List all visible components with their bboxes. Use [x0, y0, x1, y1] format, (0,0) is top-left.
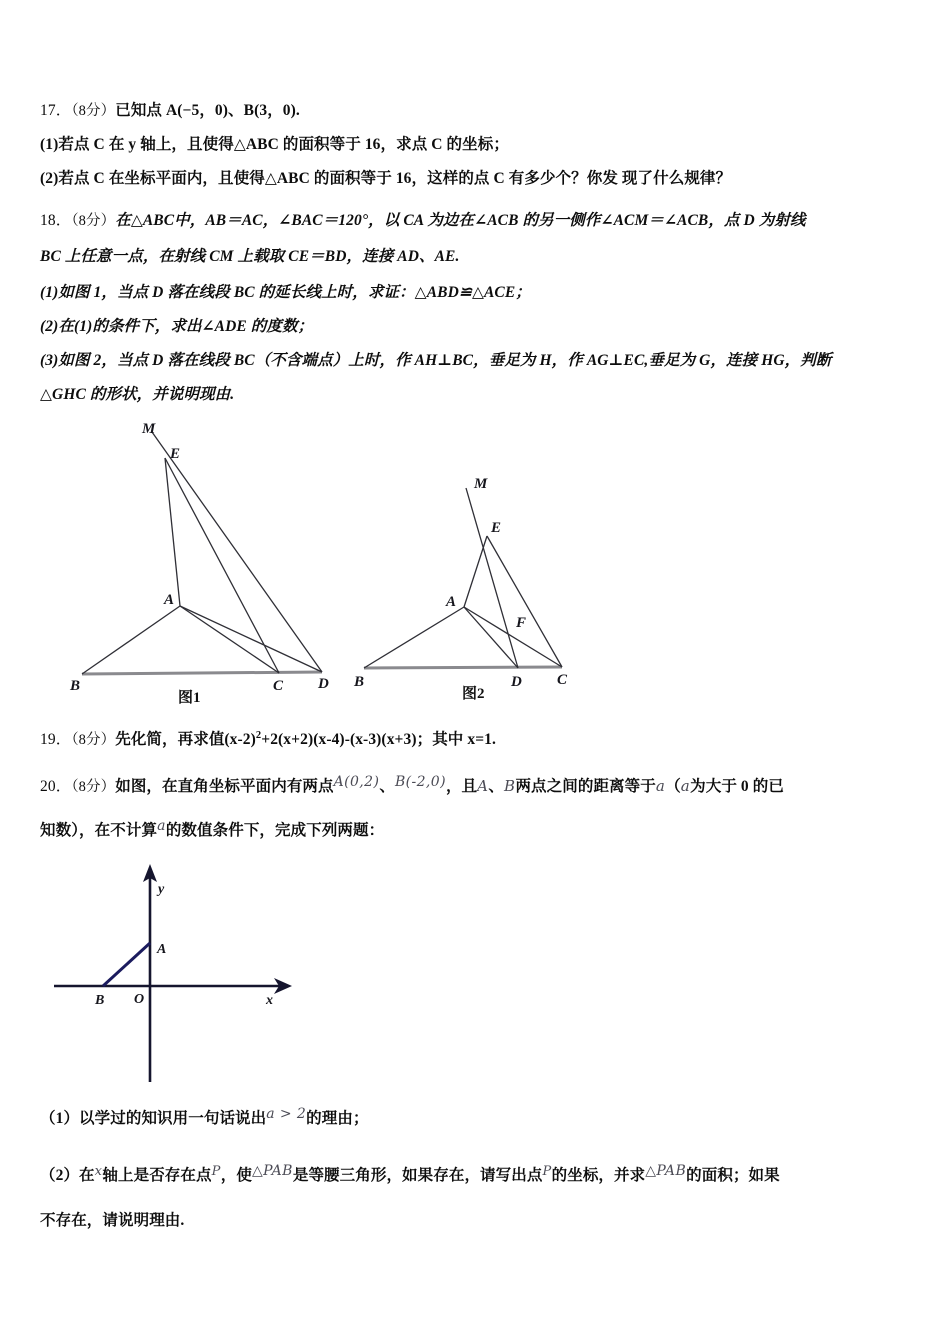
question-19-stem-pre: 先化简，再求值(x-2) — [115, 731, 256, 749]
question-20-part-2-m2: P — [211, 1164, 221, 1179]
coordinate-plane-label-B: B — [95, 993, 105, 1008]
coordinate-plane-label-O: O — [134, 992, 145, 1007]
question-20-part-2-p2: 轴上是否存在点 — [102, 1167, 212, 1184]
figure-1-label-E: E — [170, 446, 181, 462]
segment-EA — [165, 458, 180, 606]
figure-2-label-D: D — [511, 674, 522, 690]
figure-2-label-C: C — [557, 672, 568, 688]
question-20-stem-line2-b: 的数值条件下，完成下列两题： — [165, 822, 385, 839]
question-20-part-2-m4: P — [542, 1164, 552, 1179]
question-20-stem-d: 两点之间的距离等于 — [515, 778, 656, 795]
question-20-part-1-math: a > 2 — [266, 1106, 307, 1122]
question-17-stem-text: 已知点 A(−5，0)、B(3，0). — [115, 102, 300, 119]
figure-2 — [350, 470, 590, 690]
question-20-part-2-m3: △PAB — [251, 1163, 293, 1179]
question-20-var-a2: a — [680, 777, 691, 795]
figure-2-label-E: E — [491, 520, 502, 536]
question-20-part-2-p6: 的面积；如果 — [686, 1167, 780, 1184]
segment-EA — [464, 536, 487, 607]
figure-1 — [60, 410, 350, 694]
question-20-stem-line-1 — [40, 775, 784, 798]
question-20-part-1-prefix: （1）以学过的知识用一句话说出 — [40, 1110, 267, 1127]
segment-AC — [180, 606, 279, 673]
figure-1-label-C: C — [273, 678, 284, 694]
segment-AD — [180, 606, 322, 672]
question-20-part-2 — [40, 1165, 780, 1188]
question-20-part-2-p1: （2）在 — [40, 1167, 95, 1184]
segment-EC — [165, 458, 279, 673]
segment-AB — [364, 607, 464, 668]
figure-coordinate-plane — [40, 860, 310, 1090]
question-17-part-2: (2)若点 C 在坐标平面内，且使得△ABC 的面积等于 16，这样的点 C 有多少个？你发 现了什么规律？ — [40, 170, 732, 187]
figure-1-label-B: B — [70, 678, 81, 694]
figure-2-caption: 图2 — [462, 686, 485, 702]
question-20-number: 20． — [40, 778, 72, 795]
question-20-part-2-p4: 是等腰三角形，如果存在，请写出点 — [292, 1167, 543, 1184]
coordinate-plane-svg — [40, 860, 310, 1090]
segment-AC — [464, 607, 562, 667]
question-20-stem-b: ，且 — [445, 778, 478, 795]
question-20-score: （8分） — [71, 779, 116, 795]
question-20-part-2-m1: x — [94, 1164, 103, 1179]
coordinate-plane-label-y: y — [158, 882, 165, 897]
question-17-number: 17． — [40, 102, 72, 119]
question-18-stem-text-1: 在△ABC中，AB＝AC，∠BAC＝120°，以 CA 为边在∠ACB 的另一侧作∠ACM＝∠ACB，点 D 为射线 — [115, 212, 806, 229]
figure-2-label-M: M — [474, 476, 488, 492]
ray-MD — [152, 432, 322, 672]
question-19-exponent: 2 — [255, 730, 262, 741]
question-17-score: （8分） — [71, 103, 116, 119]
figure-1-caption: 图1 — [178, 690, 201, 706]
question-20-part-1 — [40, 1108, 369, 1130]
question-20-stem-f: 为大于 0 的已 — [690, 778, 784, 795]
question-18-part-1: (1)如图 1，当点 D 落在线段 BC 的延长线上时，求证：△ABD≌△ACE； — [40, 284, 531, 301]
question-20-part-2-line-2: 不存在，请说明理由. — [40, 1212, 185, 1229]
segment-BC-base — [364, 667, 562, 668]
segment-AB — [82, 606, 180, 674]
question-20-part-2-m5: △PAB — [645, 1163, 687, 1179]
question-18-stem-line-1 — [40, 210, 806, 232]
segment-BD-base — [82, 672, 322, 674]
question-20-stem-a: 如图，在直角坐标平面内有两点 — [115, 778, 334, 795]
segment-AD — [464, 607, 518, 668]
question-18-stem-line-2: BC 上任意一点，在射线 CM 上载取 CE＝BD，连接 AD、AE. — [40, 248, 460, 265]
coordinate-plane-label-A: A — [157, 942, 167, 957]
question-19-number: 19． — [40, 731, 72, 749]
question-18-part-2: (2)在(1)的条件下，求出∠ADE 的度数； — [40, 318, 314, 335]
question-19-stem — [40, 725, 496, 751]
question-18-score: （8分） — [71, 213, 116, 229]
question-20-part-2-p3: ，使 — [220, 1167, 252, 1184]
question-20-stem-e: （ — [665, 778, 681, 795]
question-18-part-3: (3)如图 2，当点 D 落在线段 BC（不含端点）上时，作 AH⊥BC，垂足为 H，作 AG⊥EC,垂足为 G，连接 HG，判断 — [40, 352, 832, 369]
question-18-part-3-cont: △GHC 的形状，并说明现由. — [40, 386, 235, 403]
figure-1-label-M: M — [142, 421, 156, 437]
figure-2-label-A: A — [446, 594, 457, 610]
figure-1-svg — [60, 410, 350, 694]
question-20-label-b: B — [504, 777, 516, 795]
question-17-part-1: (1)若点 C 在 y 轴上，且使得△ABC 的面积等于 16，求点 C 的坐标； — [40, 136, 509, 153]
question-19-score: （8分） — [71, 732, 116, 749]
question-20-stem-line-2 — [40, 820, 384, 842]
question-20-point-b: B(-2,0) — [394, 774, 446, 790]
figure-2-svg — [350, 470, 590, 690]
question-18-number: 18． — [40, 212, 72, 229]
coordinate-plane-label-x: x — [266, 993, 273, 1008]
question-20-point-a: A(0,2) — [333, 774, 380, 790]
figure-2-label-B: B — [354, 674, 365, 690]
question-19-stem-post: +2(x+2)(x-4)-(x-3)(x+3)；其中 x=1. — [261, 731, 496, 749]
question-20-sep: 、 — [379, 778, 395, 795]
question-20-part-2-p5: 的坐标，并求 — [551, 1167, 646, 1184]
question-17-stem — [40, 100, 300, 122]
question-20-stem-line2-a: 知数），在不计算 — [40, 822, 158, 839]
figure-2-label-F: F — [516, 615, 527, 631]
segment-BA — [103, 943, 150, 986]
question-20-part-1-suffix: 的理由； — [306, 1110, 369, 1127]
figure-1-label-D: D — [318, 676, 329, 692]
question-20-var-a3: a — [157, 818, 166, 834]
figure-1-label-A: A — [164, 592, 175, 608]
question-20-stem-c: 、 — [488, 778, 504, 795]
question-20-var-a1: a — [655, 777, 666, 795]
question-20-label-a: A — [477, 777, 489, 795]
